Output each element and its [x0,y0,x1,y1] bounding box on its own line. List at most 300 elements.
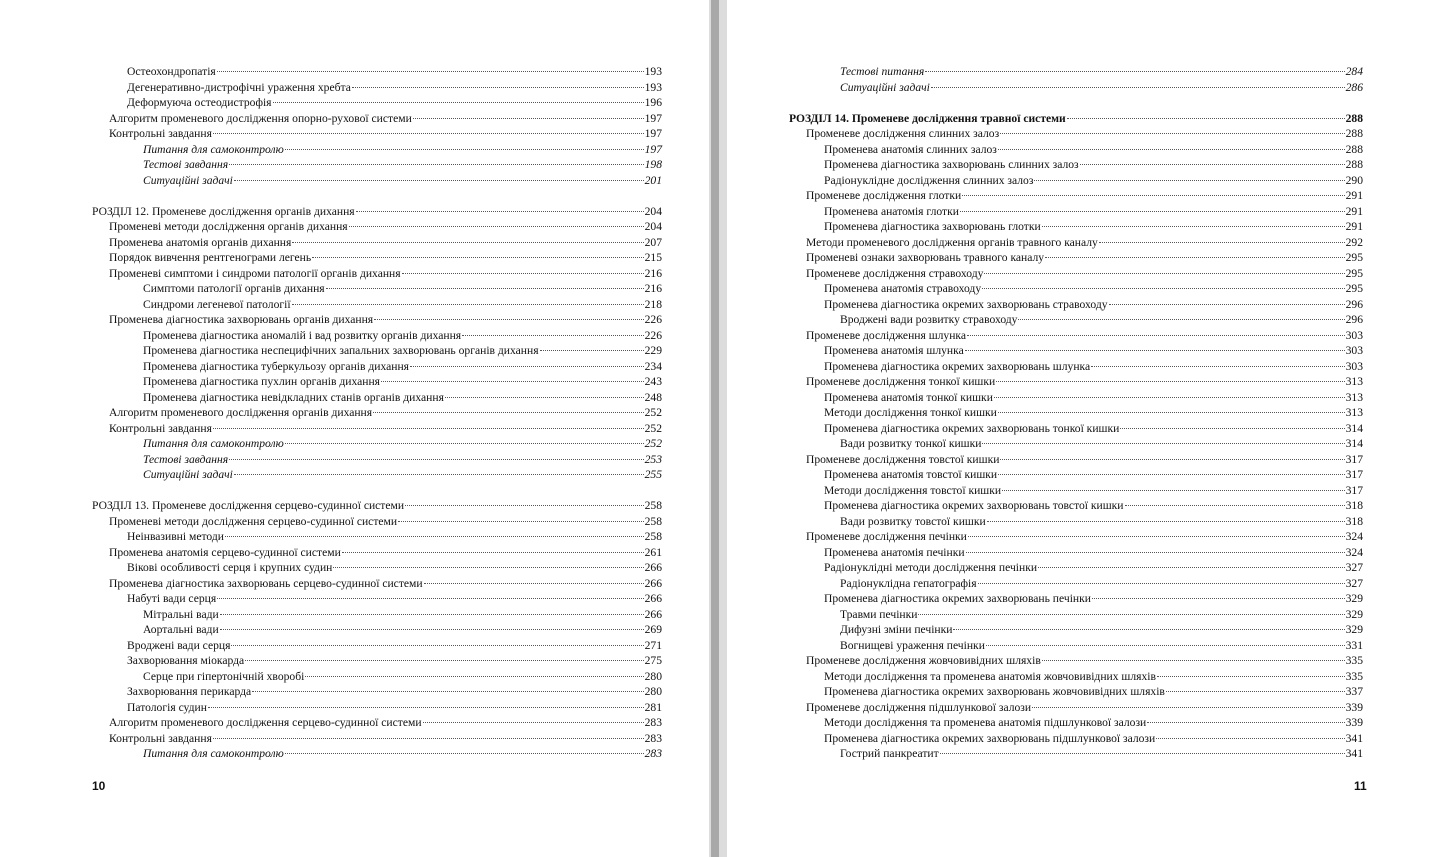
toc-entry-page: 266 [644,561,662,574]
toc-entry-title: Радіонуклідне дослідження слинних залоз [824,173,1034,187]
toc-entry[interactable] [789,142,1363,158]
toc-entry-title: Променева анатомія печінки [824,545,965,559]
dot-leader [229,459,643,460]
dot-leader [373,412,644,413]
toc-entry-page: 226 [644,328,662,342]
toc-entry[interactable] [789,390,1363,406]
toc-entry-title: Методи променевого дослідження органів травного каналу [806,235,1098,249]
toc-entry-title: Симптоми патології органів дихання [143,282,325,295]
toc-entry-page: 266 [644,607,662,621]
toc-entry-page: 303 [1345,359,1363,373]
toc-entry-title: Остеохондропатія [127,65,216,78]
toc-entry-page: 193 [644,80,662,94]
toc-entry[interactable] [789,80,1363,96]
toc-entry-page: 339 [1345,700,1363,714]
toc-entry[interactable] [92,80,662,96]
toc-entry-page: 258 [644,499,662,512]
toc-entry[interactable] [92,591,662,607]
dot-leader [285,149,644,150]
dot-leader [462,335,644,336]
toc-entry-title: Порядок вивчення рентгенограми легень [109,251,312,264]
toc-entry-title: Променева анатомія товстої кишки [824,468,998,481]
toc-entry[interactable] [789,529,1363,545]
toc-entry-title: Синдроми легеневої патології [143,297,291,311]
dot-leader [1099,242,1345,243]
toc-entry-title: Методи дослідження товстої кишки [824,483,1002,497]
toc-entry-title: Променева анатомія слинних залоз [824,142,997,156]
dot-leader [349,226,644,227]
toc-entry-title: Травми печінки [840,607,918,621]
toc-entry-page: 288 [1345,111,1363,125]
toc-entry-title: Променеве дослідження печінки [806,530,967,543]
toc-entry-page: 234 [644,359,662,373]
dot-leader [1045,257,1345,258]
dot-leader [231,645,643,646]
toc-entry[interactable] [789,669,1363,685]
toc-entry-title: Дегенеративно-дистрофічні ураження хребта [127,80,351,94]
toc-entry[interactable] [789,374,1363,390]
toc-entry[interactable] [789,157,1363,173]
toc-entry[interactable] [789,359,1363,375]
toc-entry[interactable] [92,514,662,530]
toc-entry-page: 248 [644,390,662,404]
dot-leader [1038,567,1345,568]
toc-entry-title: Набуті вади серця [127,592,217,605]
toc-entry-title: Променева діагностика захворювань слинних залоз [824,158,1079,171]
toc-entry[interactable] [92,250,662,266]
dot-leader [967,335,1345,336]
toc-entry[interactable] [789,622,1363,638]
toc-entry-title: Питання для самоконтролю [143,437,284,450]
dot-leader [342,552,644,553]
toc-entry[interactable] [92,111,662,127]
toc-entry-page: 266 [644,576,662,590]
toc-entry-page: 317 [1345,452,1363,466]
toc-entry[interactable] [92,436,662,452]
dot-leader [217,598,643,599]
right-page [727,0,1439,857]
toc-entry[interactable] [92,297,662,313]
toc-entry-page: 327 [1345,576,1363,590]
toc-entry-title: Вроджені вади розвитку стравоходу [840,313,1018,326]
toc-entry[interactable] [789,328,1363,344]
page-separator [711,0,719,857]
toc-entry[interactable] [789,173,1363,189]
toc-entry[interactable] [92,560,662,576]
toc-entry-title: Променева діагностика туберкульозу органів дихання [143,359,410,373]
toc-entry[interactable] [789,281,1363,297]
toc-entry-page: 296 [1345,313,1363,326]
toc-entry[interactable] [92,700,662,716]
dot-leader [1042,226,1345,227]
dot-leader [1080,164,1345,165]
toc-entry-title: Ситуаційні задачі [143,173,233,187]
toc-entry-title: Вогнищеві ураження печінки [840,638,985,652]
dot-leader [986,645,1345,646]
toc-entry-page: 252 [644,437,662,450]
toc-entry-title: Променеве дослідження глотки [806,189,962,202]
toc-entry-title: Променеві ознаки захворювань травного каналу [806,251,1045,264]
toc-entry[interactable] [92,576,662,592]
dot-leader [292,242,643,243]
toc-entry[interactable] [92,405,662,421]
toc-entry[interactable] [789,204,1363,220]
toc-entry-title: Тестові завдання [143,158,229,171]
toc-section-heading[interactable] [789,111,1363,127]
dot-leader [220,629,644,630]
toc-entry[interactable] [789,715,1363,731]
dot-leader [960,211,1345,212]
toc-entry-title: Променеве дослідження жовчовивідних шляхів [806,654,1041,667]
dot-leader [445,397,644,398]
toc-entry-title: Променева діагностика невідкладних станів органів дихання [143,390,444,404]
toc-entry-title: Вади розвитку тонкої кишки [840,437,982,450]
section-spacer [92,188,662,204]
toc-entry-page: 201 [644,173,662,187]
dot-leader [998,149,1345,150]
toc-entry-page: 226 [644,313,662,326]
toc-entry[interactable] [92,64,662,80]
toc-entry-title: Променеве дослідження слинних залоз [806,127,1000,140]
toc-entry-title: Методи дослідження тонкої кишки [824,406,997,419]
toc-entry-page: 252 [644,421,662,435]
dot-leader [405,505,644,506]
toc-entry-title: Променева діагностика захворювань серцево-судинної системи [109,576,423,590]
toc-entry-page: 303 [1345,328,1363,342]
toc-entry[interactable] [789,64,1363,80]
toc-entry-page: 303 [1345,344,1363,357]
page-number-right: 11 [1354,779,1367,793]
toc-entry-page: 216 [644,282,662,295]
toc-entry-title: Контрольні завдання [109,731,212,745]
toc-entry-page: 295 [1345,282,1363,295]
dot-leader [398,521,644,522]
toc-entry-page: 295 [1345,251,1363,264]
dot-leader [994,397,1345,398]
toc-entry-title: Променева діагностика окремих захворювань тонкої кишки [824,421,1120,435]
toc-entry-title: Контрольні завдання [109,127,212,140]
toc-entry[interactable] [789,297,1363,313]
section-spacer [789,95,1363,111]
dot-leader [213,133,644,134]
toc-entry-page: 329 [1345,592,1363,605]
dot-leader [1120,428,1344,429]
toc-entry-page: 291 [1345,220,1363,233]
dot-leader [540,350,644,351]
toc-entry[interactable] [92,653,662,669]
toc-entry-title: Променева діагностика захворювань глотки [824,220,1041,233]
toc-entry[interactable] [789,312,1363,328]
dot-leader [1000,459,1344,460]
toc-entry-title: Алгоритм променевого дослідження серцево-судинної системи [109,716,422,729]
toc-entry-page: 327 [1345,561,1363,574]
toc-entry-title: Ситуаційні задачі [143,468,233,481]
toc-entry[interactable] [92,452,662,468]
toc-entry-title: Мітральні вади [143,607,219,621]
toc-entry[interactable] [92,235,662,251]
dot-leader [940,753,1345,754]
toc-entry-title: Захворювання міокарда [127,654,245,667]
dot-leader [1091,366,1344,367]
toc-entry[interactable] [789,545,1363,561]
toc-entry-page: 288 [1345,158,1363,171]
toc-entry[interactable] [789,731,1363,747]
toc-entry-title: Алгоритм променевого дослідження органів дихання [109,406,373,419]
toc-entry-page: 281 [644,700,662,714]
dot-leader [374,319,643,320]
toc-entry-title: Алгоритм променевого дослідження опорно-рухової системи [109,111,412,125]
toc-entry[interactable] [92,142,662,158]
dot-leader [1032,707,1345,708]
toc-entry-title: Променеве дослідження тонкої кишки [806,375,996,388]
dot-leader [987,521,1345,522]
toc-entry[interactable] [92,545,662,561]
toc-entry-page: 258 [644,514,662,528]
toc-section-heading[interactable] [92,204,662,220]
toc-entry[interactable] [92,359,662,375]
toc-entry[interactable] [92,266,662,282]
page-number-left: 10 [92,779,106,793]
toc-entry-page: 218 [644,297,662,311]
toc-entry[interactable] [789,436,1363,452]
toc-entry-title: Променева анатомія тонкої кишки [824,390,993,404]
toc-entry-page: 339 [1345,716,1363,729]
toc-entry[interactable] [92,95,662,111]
toc-entry[interactable] [92,746,662,762]
dot-leader [402,273,644,274]
dot-leader [1157,676,1345,677]
dot-leader [225,536,644,537]
dot-leader [245,660,643,661]
toc-entry-page: 275 [644,654,662,667]
dot-leader [285,753,644,754]
toc-entry-title: Променеве дослідження шлунка [806,328,967,342]
toc-entry[interactable] [789,343,1363,359]
toc-entry-page: 197 [644,142,662,156]
toc-entry-page: 313 [1345,390,1363,404]
toc-entry[interactable] [789,514,1363,530]
toc-entry[interactable] [789,266,1363,282]
toc-entry[interactable] [92,219,662,235]
toc-entry-title: Гострий панкреатит [840,747,939,760]
toc-entry[interactable] [789,250,1363,266]
toc-entry-title: Неінвазивні методи [127,530,224,543]
toc-entry-page: 329 [1345,607,1363,621]
dot-leader [213,738,644,739]
toc-entry-page: 318 [1345,514,1363,528]
dot-leader [333,567,643,568]
toc-entry-page: 317 [1345,483,1363,497]
toc-entry-page: 197 [644,127,662,140]
toc-entry-page: 280 [644,669,662,683]
toc-entry[interactable] [92,312,662,328]
toc-section-heading[interactable] [92,498,662,514]
toc-entry-title: Променева анатомія серцево-судинної системи [109,545,341,559]
toc-entry[interactable] [92,157,662,173]
toc-entry-page: 324 [1345,545,1363,559]
toc-entry[interactable] [789,638,1363,654]
toc-entry-title: Променеві методи дослідження органів дихання [109,220,348,233]
dot-leader [998,412,1345,413]
toc-entry[interactable] [789,607,1363,623]
toc-entry-title: Променева діагностика окремих захворювань товстої кишки [824,499,1124,512]
dot-leader [352,87,644,88]
toc-entry[interactable] [789,483,1363,499]
toc-entry-page: 291 [1345,189,1363,202]
toc-entry-page: 271 [644,638,662,652]
left-page [0,0,709,857]
dot-leader [968,536,1345,537]
toc-entry[interactable] [789,560,1363,576]
toc-entry-title: Променева діагностика окремих захворювань підшлункової залози [824,731,1156,745]
dot-leader [931,87,1345,88]
dot-leader [1147,722,1344,723]
toc-entry[interactable] [92,529,662,545]
dot-leader [1042,660,1345,661]
toc-entry-title: Методи дослідження та променева анатомія підшлункової залози [824,716,1147,729]
toc-entry-title: Променева діагностика неспецифічних запальних захворювань органів дихання [143,344,539,357]
toc-entry-page: 207 [644,235,662,249]
toc-entry-page: 318 [1345,499,1363,512]
toc-entry-title: РОЗДІЛ 14. Променеве дослідження травної системи [789,111,1066,125]
toc-entry[interactable] [92,731,662,747]
toc-entry-page: 335 [1345,654,1363,667]
toc-entry[interactable] [92,715,662,731]
toc-entry-title: Вади розвитку товстої кишки [840,514,986,528]
dot-leader [953,629,1344,630]
toc-entry-title: Променеві симптоми і синдроми патології органів дихання [109,266,401,280]
dot-leader [1002,490,1345,491]
toc-entry-page: 291 [1345,204,1363,218]
toc-entry-page: 261 [644,545,662,559]
toc-entry-title: Променева діагностика захворювань органів дихання [109,313,374,326]
dot-leader [424,583,644,584]
dot-leader [217,71,644,72]
table-of-contents-left [92,64,662,762]
toc-entry-page: 243 [644,375,662,388]
toc-entry-title: Променева анатомія органів дихання [109,235,292,249]
toc-entry-page: 255 [644,468,662,481]
dot-leader [1018,319,1344,320]
toc-entry-title: Дифузні зміни печінки [840,623,953,636]
dot-leader [1067,118,1345,119]
dot-leader [962,195,1344,196]
dot-leader [356,211,644,212]
toc-entry[interactable] [789,498,1363,514]
toc-entry-page: 317 [1345,468,1363,481]
toc-entry[interactable] [789,576,1363,592]
table-of-contents-right [789,64,1363,762]
dot-leader [1166,691,1345,692]
toc-entry[interactable] [92,669,662,685]
toc-entry-page: 216 [644,266,662,280]
toc-entry-page: 197 [644,111,662,125]
dot-leader [1034,180,1344,181]
toc-entry-page: 314 [1345,421,1363,435]
toc-entry[interactable] [92,374,662,390]
toc-entry-page: 314 [1345,437,1363,450]
toc-entry[interactable] [92,328,662,344]
toc-entry[interactable] [92,467,662,483]
toc-entry[interactable] [789,452,1363,468]
dot-leader [312,257,643,258]
toc-entry[interactable] [789,467,1363,483]
toc-entry[interactable] [92,390,662,406]
toc-entry-title: Аортальні вади [143,623,219,636]
toc-entry[interactable] [789,684,1363,700]
toc-entry-page: 280 [644,685,662,698]
toc-entry-page: 337 [1345,685,1363,698]
toc-entry[interactable] [789,700,1363,716]
toc-entry-title: Тестові питання [840,65,925,78]
dot-leader [982,288,1344,289]
dot-leader [982,443,1344,444]
toc-entry[interactable] [789,188,1363,204]
dot-leader [381,381,644,382]
dot-leader [252,691,643,692]
dot-leader [305,676,643,677]
dot-leader [413,118,644,119]
toc-entry-page: 269 [644,623,662,636]
toc-entry-page: 329 [1345,623,1363,636]
toc-entry-title: Променеве дослідження товстої кишки [806,452,1000,466]
toc-entry[interactable] [789,219,1363,235]
toc-entry-title: РОЗДІЛ 12. Променеве дослідження органів дихання [92,204,355,218]
toc-entry-page: 290 [1345,173,1363,187]
dot-leader [213,428,644,429]
dot-leader [918,614,1344,615]
toc-entry-page: 295 [1345,266,1363,280]
toc-entry[interactable] [789,235,1363,251]
dot-leader [234,180,644,181]
toc-entry-title: Вікові особливості серця і крупних судин [127,561,333,574]
toc-entry[interactable] [92,684,662,700]
toc-entry-title: Деформуюча остеодистрофія [127,96,272,109]
toc-entry[interactable] [92,638,662,654]
toc-entry-page: 283 [644,731,662,745]
toc-entry[interactable] [92,622,662,638]
toc-entry-title: Питання для самоконтролю [143,142,284,156]
toc-entry[interactable] [92,343,662,359]
toc-entry-page: 335 [1345,669,1363,683]
toc-entry[interactable] [789,126,1363,142]
toc-entry-title: Контрольні завдання [109,421,212,435]
toc-entry-title: Тестові завдання [143,452,229,466]
toc-entry-title: Променева діагностика аномалій і вад розвитку органів дихання [143,328,462,342]
toc-entry-title: Променеве дослідження стравоходу [806,266,984,280]
dot-leader [925,71,1344,72]
section-spacer [92,483,662,499]
toc-entry[interactable] [789,591,1363,607]
toc-entry[interactable] [92,173,662,189]
toc-entry-page: 204 [644,220,662,233]
toc-entry[interactable] [789,653,1363,669]
toc-entry[interactable] [92,607,662,623]
toc-entry[interactable] [789,746,1363,762]
toc-entry-title: Захворювання перикарда [127,685,252,698]
toc-entry[interactable] [92,281,662,297]
toc-entry[interactable] [789,421,1363,437]
toc-entry-title: Радіонуклідна гепатографія [840,576,977,590]
toc-entry[interactable] [789,405,1363,421]
toc-entry-page: 193 [644,65,662,78]
dot-leader [996,381,1344,382]
dot-leader [965,350,1345,351]
toc-entry-title: Радіонуклідні методи дослідження печінки [824,561,1038,574]
toc-entry-page: 204 [644,204,662,218]
toc-entry[interactable] [92,421,662,437]
toc-entry[interactable] [92,126,662,142]
